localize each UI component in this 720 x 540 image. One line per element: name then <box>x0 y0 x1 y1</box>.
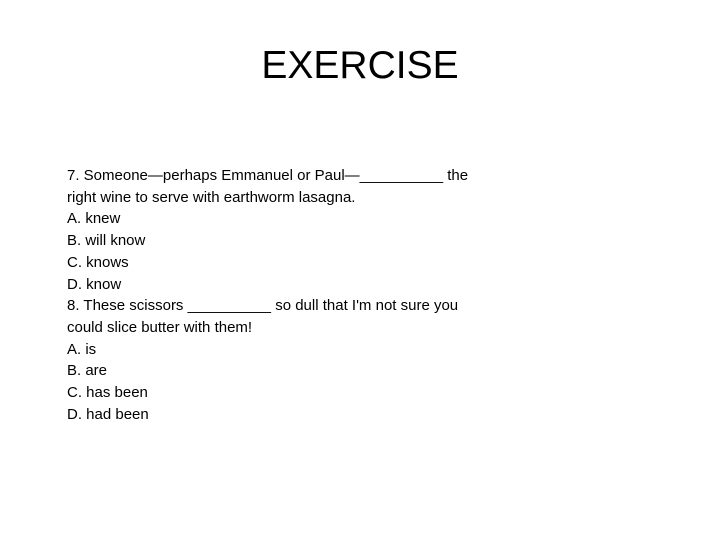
question-8-option-b: B. are <box>67 362 108 380</box>
question-8-text-line-1: 8. These scissors __________ so dull that I'm not sure you <box>67 297 459 315</box>
question-7-option-d: D. know <box>67 275 122 293</box>
slide-title: EXERCISE <box>261 44 459 87</box>
question-7-option-a: A. knew <box>67 210 121 228</box>
slide-body <box>67 165 527 425</box>
question-8-option-d: D. had been <box>67 405 149 423</box>
question-7-option-c: C. knows <box>67 253 129 271</box>
question-8-option-a: A. is <box>67 340 97 358</box>
question-8-text-line-2: could slice butter with them! <box>67 318 253 336</box>
question-7-text-line-2: right wine to serve with earthworm lasagna. <box>67 188 356 206</box>
question-8-option-c: C. has been <box>67 384 148 402</box>
question-7-option-b: B. will know <box>67 232 146 250</box>
question-7-text-line-1: 7. Someone—perhaps Emmanuel or Paul—__________ the <box>67 167 469 184</box>
